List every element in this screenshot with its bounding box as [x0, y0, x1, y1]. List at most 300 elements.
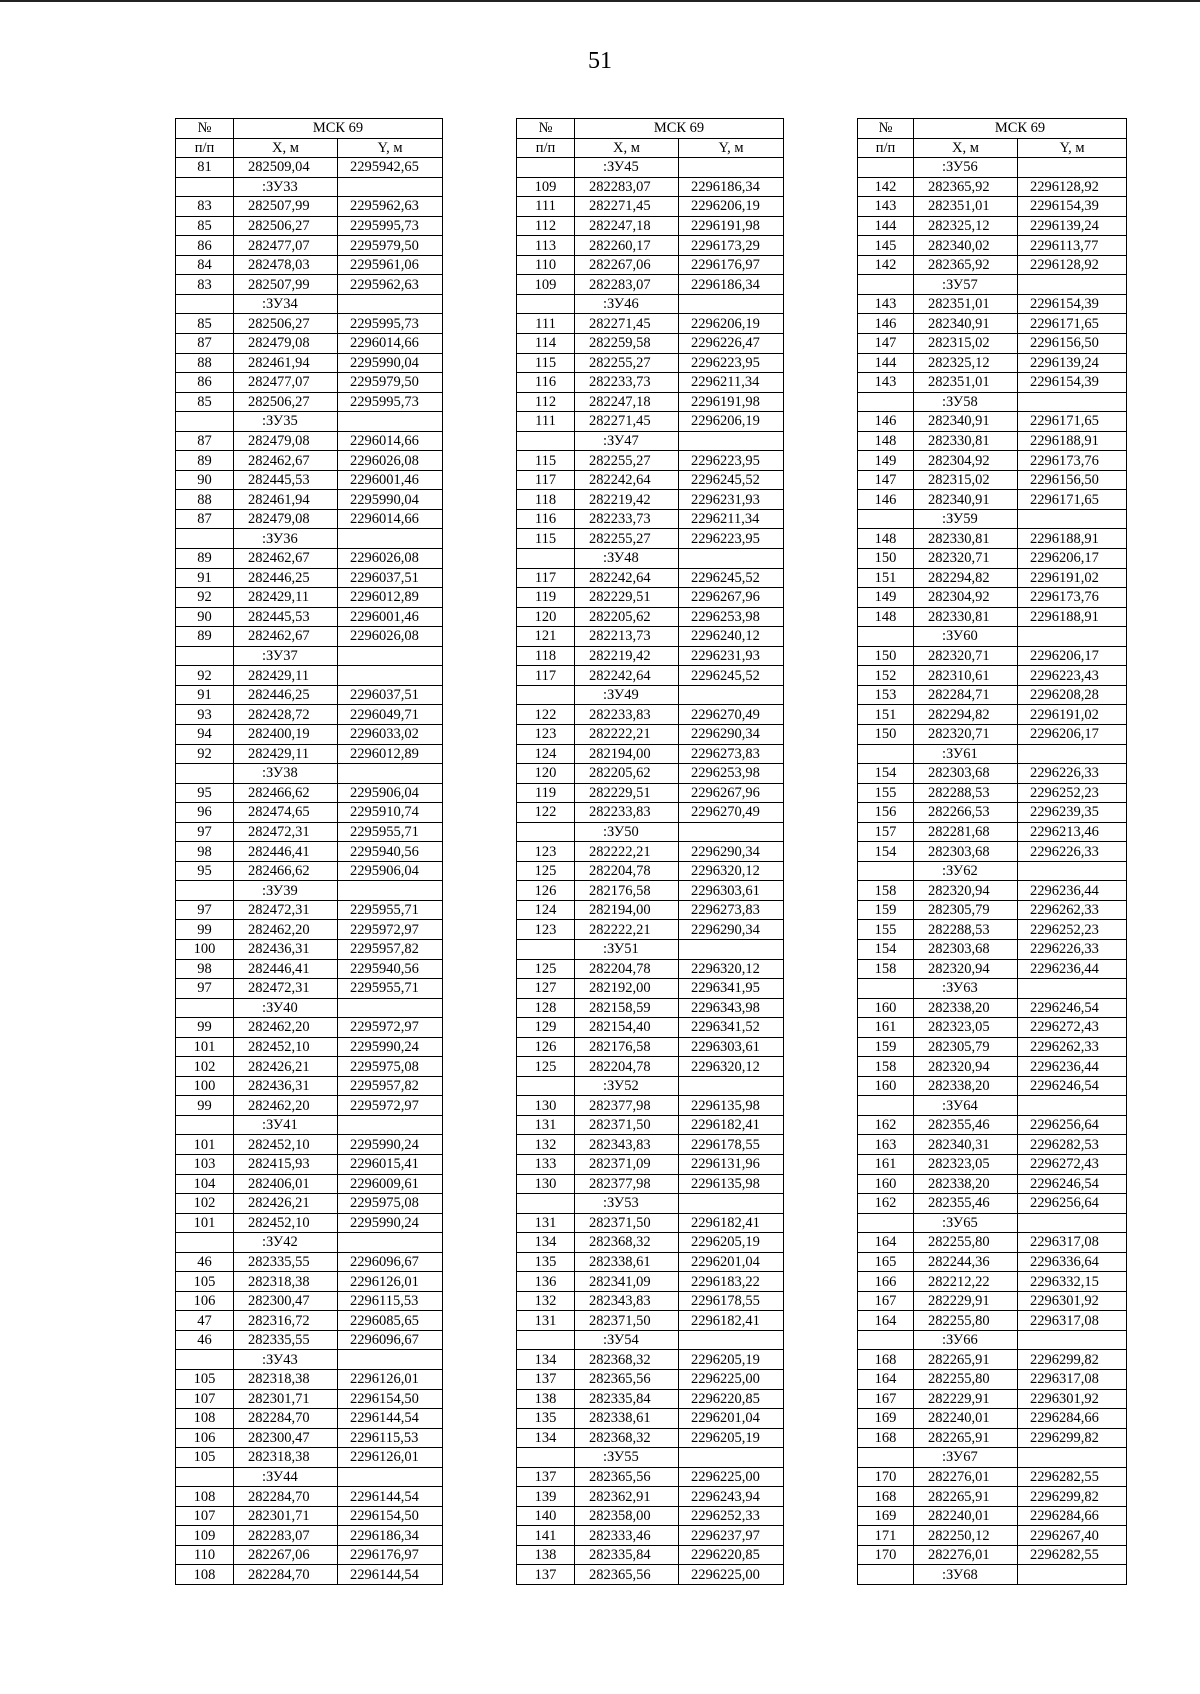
parcel-id-cell: :ЗУ40	[234, 998, 338, 1018]
parcel-group-row	[176, 1350, 443, 1370]
point-number-cell: 116	[517, 373, 575, 393]
table-row	[858, 314, 1127, 334]
point-number-cell: 96	[176, 803, 234, 823]
point-number-cell	[517, 1076, 575, 1096]
y-coord-cell: 2296182,41	[679, 1115, 784, 1135]
table-row	[858, 939, 1127, 959]
point-number-cell	[858, 861, 914, 881]
parcel-group-row	[517, 685, 784, 705]
point-number-cell: 89	[176, 627, 234, 647]
point-number-cell: 109	[517, 177, 575, 197]
header-num: №	[176, 119, 234, 139]
x-coord-cell: 282461,94	[234, 353, 338, 373]
table-row	[517, 412, 784, 432]
parcel-group-row	[517, 1448, 784, 1468]
y-coord-cell: 2296037,51	[338, 685, 443, 705]
parcel-id-cell: :ЗУ38	[234, 764, 338, 784]
table-row	[176, 1135, 443, 1155]
x-coord-cell: 282242,64	[575, 666, 679, 686]
x-coord-cell: 282365,56	[575, 1565, 679, 1585]
point-number-cell: 84	[176, 255, 234, 275]
y-coord-cell: 2296236,44	[1018, 1057, 1127, 1077]
y-coord-cell: 2296033,02	[338, 724, 443, 744]
point-number-cell: 168	[858, 1428, 914, 1448]
point-number-cell	[176, 646, 234, 666]
x-coord-cell: 282219,42	[575, 490, 679, 510]
table-row	[517, 1487, 784, 1507]
point-number-cell	[858, 1330, 914, 1350]
y-coord-cell	[338, 646, 443, 666]
x-coord-cell: 282466,62	[234, 783, 338, 803]
table-row	[858, 1135, 1127, 1155]
y-coord-cell: 2296341,52	[679, 1018, 784, 1038]
x-coord-cell: 282288,53	[914, 783, 1018, 803]
point-number-cell: 143	[858, 373, 914, 393]
header-num-sub: п/п	[858, 138, 914, 158]
y-coord-cell: 2296205,19	[679, 1233, 784, 1253]
table-row	[176, 705, 443, 725]
y-coord-cell: 2296182,41	[679, 1213, 784, 1233]
y-coord-cell: 2296205,19	[679, 1350, 784, 1370]
point-number-cell	[858, 392, 914, 412]
y-coord-cell	[1018, 1565, 1127, 1585]
table-row	[517, 353, 784, 373]
table-row	[176, 1194, 443, 1214]
point-number-cell: 167	[858, 1389, 914, 1409]
y-coord-cell: 2295995,73	[338, 392, 443, 412]
table-row	[517, 216, 784, 236]
x-coord-cell: 282406,01	[234, 1174, 338, 1194]
y-coord-cell: 2296188,91	[1018, 529, 1127, 549]
point-number-cell: 168	[858, 1350, 914, 1370]
table-row	[176, 1506, 443, 1526]
x-coord-cell: 282276,01	[914, 1545, 1018, 1565]
table-row	[176, 627, 443, 647]
x-coord-cell: 282205,62	[575, 607, 679, 627]
table-row	[517, 1428, 784, 1448]
table-row	[176, 842, 443, 862]
x-coord-cell: 282303,68	[914, 764, 1018, 784]
x-coord-cell: 282341,09	[575, 1272, 679, 1292]
point-number-cell: 168	[858, 1487, 914, 1507]
point-number-cell: 142	[858, 177, 914, 197]
x-coord-cell: 282323,05	[914, 1154, 1018, 1174]
table-row	[517, 744, 784, 764]
point-number-cell: 124	[517, 900, 575, 920]
table-row	[517, 314, 784, 334]
point-number-cell: 90	[176, 607, 234, 627]
table-row	[517, 705, 784, 725]
y-coord-cell: 2296252,33	[679, 1506, 784, 1526]
y-coord-cell	[1018, 275, 1127, 295]
table-row	[517, 568, 784, 588]
y-coord-cell	[1018, 1096, 1127, 1116]
x-coord-cell: 282351,01	[914, 294, 1018, 314]
point-number-cell: 101	[176, 1213, 234, 1233]
point-number-cell: 123	[517, 842, 575, 862]
x-coord-cell: 282461,94	[234, 490, 338, 510]
table-row	[176, 1076, 443, 1096]
y-coord-cell: 2295979,50	[338, 373, 443, 393]
point-number-cell: 134	[517, 1428, 575, 1448]
table-row	[176, 236, 443, 256]
point-number-cell	[858, 509, 914, 529]
x-coord-cell: 282192,00	[575, 979, 679, 999]
y-coord-cell: 2296126,01	[338, 1448, 443, 1468]
x-coord-cell: 282288,53	[914, 920, 1018, 940]
table-row	[858, 1409, 1127, 1429]
parcel-group-row	[176, 1467, 443, 1487]
header-num: №	[517, 119, 575, 139]
table-row	[858, 1194, 1127, 1214]
y-coord-cell: 2295990,24	[338, 1213, 443, 1233]
y-coord-cell: 2295990,04	[338, 490, 443, 510]
point-number-cell: 111	[517, 197, 575, 217]
point-number-cell: 127	[517, 979, 575, 999]
table-row	[176, 373, 443, 393]
y-coord-cell: 2296128,92	[1018, 177, 1127, 197]
table-row	[517, 392, 784, 412]
point-number-cell: 115	[517, 529, 575, 549]
parcel-group-row	[858, 509, 1127, 529]
y-coord-cell: 2296246,54	[1018, 998, 1127, 1018]
table-row	[176, 431, 443, 451]
y-coord-cell	[338, 1115, 443, 1135]
x-coord-cell: 282300,47	[234, 1291, 338, 1311]
table-row	[858, 998, 1127, 1018]
table-row	[858, 1526, 1127, 1546]
point-number-cell: 103	[176, 1154, 234, 1174]
table-row	[858, 803, 1127, 823]
x-coord-cell: 282320,71	[914, 724, 1018, 744]
y-coord-cell: 2295955,71	[338, 822, 443, 842]
x-coord-cell: 282507,99	[234, 197, 338, 217]
y-coord-cell: 2296220,85	[679, 1389, 784, 1409]
table-row	[176, 1213, 443, 1233]
point-number-cell: 87	[176, 509, 234, 529]
y-coord-cell: 2296191,98	[679, 216, 784, 236]
x-coord-cell: 282304,92	[914, 588, 1018, 608]
point-number-cell	[176, 1233, 234, 1253]
x-coord-cell: 282368,32	[575, 1233, 679, 1253]
y-coord-cell: 2296012,89	[338, 588, 443, 608]
point-number-cell: 83	[176, 275, 234, 295]
x-coord-cell: 282507,99	[234, 275, 338, 295]
point-number-cell: 169	[858, 1409, 914, 1429]
point-number-cell	[176, 412, 234, 432]
table-row	[858, 900, 1127, 920]
point-number-cell: 137	[517, 1370, 575, 1390]
table-row	[517, 1154, 784, 1174]
parcel-group-row	[176, 177, 443, 197]
table-row	[858, 412, 1127, 432]
x-coord-cell: 282154,40	[575, 1018, 679, 1038]
x-coord-cell: 282462,20	[234, 1096, 338, 1116]
table-row	[176, 197, 443, 217]
x-coord-cell: 282301,71	[234, 1506, 338, 1526]
table-row	[517, 1115, 784, 1135]
table-row	[517, 1311, 784, 1331]
table-row	[176, 158, 443, 178]
y-coord-cell: 2295990,24	[338, 1135, 443, 1155]
point-number-cell: 88	[176, 490, 234, 510]
x-coord-cell: 282271,45	[575, 412, 679, 432]
point-number-cell: 121	[517, 627, 575, 647]
table-row	[176, 1272, 443, 1292]
point-number-cell: 162	[858, 1115, 914, 1135]
y-coord-cell: 2295906,04	[338, 783, 443, 803]
parcel-id-cell: :ЗУ56	[914, 158, 1018, 178]
table-row	[517, 666, 784, 686]
x-coord-cell: 282462,67	[234, 549, 338, 569]
y-coord-cell	[1018, 509, 1127, 529]
parcel-group-row	[858, 1213, 1127, 1233]
table-row	[176, 451, 443, 471]
table-row	[858, 1487, 1127, 1507]
parcel-group-row	[517, 939, 784, 959]
x-coord-cell: 282255,27	[575, 353, 679, 373]
y-coord-cell: 2296299,82	[1018, 1350, 1127, 1370]
table-row	[858, 549, 1127, 569]
x-coord-cell: 282229,51	[575, 588, 679, 608]
y-coord-cell: 2295990,04	[338, 353, 443, 373]
x-coord-cell: 282445,53	[234, 470, 338, 490]
point-number-cell: 161	[858, 1154, 914, 1174]
x-coord-cell: 282255,80	[914, 1233, 1018, 1253]
y-coord-cell: 2296182,41	[679, 1311, 784, 1331]
y-coord-cell: 2296186,34	[679, 177, 784, 197]
y-coord-cell: 2296186,34	[338, 1526, 443, 1546]
point-number-cell: 126	[517, 881, 575, 901]
parcel-group-row	[176, 1233, 443, 1253]
x-coord-cell: 282474,65	[234, 803, 338, 823]
table-row	[858, 1370, 1127, 1390]
y-coord-cell: 2295955,71	[338, 900, 443, 920]
table-row	[176, 920, 443, 940]
y-coord-cell: 2296173,76	[1018, 588, 1127, 608]
point-number-cell: 90	[176, 470, 234, 490]
point-number-cell: 111	[517, 314, 575, 334]
point-number-cell: 155	[858, 783, 914, 803]
y-coord-cell	[679, 1076, 784, 1096]
parcel-group-row	[858, 744, 1127, 764]
point-number-cell: 108	[176, 1565, 234, 1585]
point-number-cell: 47	[176, 1311, 234, 1331]
point-number-cell: 117	[517, 470, 575, 490]
x-coord-cell: 282325,12	[914, 216, 1018, 236]
point-number-cell	[176, 294, 234, 314]
point-number-cell: 87	[176, 431, 234, 451]
x-coord-cell: 282506,27	[234, 392, 338, 412]
y-coord-cell: 2296201,04	[679, 1409, 784, 1429]
parcel-id-cell: :ЗУ44	[234, 1467, 338, 1487]
y-coord-cell: 2295957,82	[338, 939, 443, 959]
point-number-cell: 130	[517, 1096, 575, 1116]
table-row	[176, 1526, 443, 1546]
point-number-cell: 109	[176, 1526, 234, 1546]
table-row	[858, 1076, 1127, 1096]
y-coord-cell: 2296231,93	[679, 490, 784, 510]
table-row	[176, 1409, 443, 1429]
x-coord-cell: 282429,11	[234, 666, 338, 686]
y-coord-cell: 2296188,91	[1018, 431, 1127, 451]
point-number-cell: 88	[176, 353, 234, 373]
parcel-id-cell: :ЗУ53	[575, 1194, 679, 1214]
point-number-cell: 92	[176, 666, 234, 686]
x-coord-cell: 282340,31	[914, 1135, 1018, 1155]
point-number-cell	[517, 158, 575, 178]
y-coord-cell	[679, 685, 784, 705]
point-number-cell	[176, 1115, 234, 1135]
x-coord-cell: 282377,98	[575, 1174, 679, 1194]
table-row	[517, 1037, 784, 1057]
point-number-cell: 126	[517, 1037, 575, 1057]
x-coord-cell: 282310,61	[914, 666, 1018, 686]
table-row	[176, 216, 443, 236]
table-row	[858, 529, 1127, 549]
x-coord-cell: 282452,10	[234, 1135, 338, 1155]
parcel-group-row	[858, 861, 1127, 881]
x-coord-cell: 282255,27	[575, 451, 679, 471]
x-coord-cell: 282479,08	[234, 509, 338, 529]
point-number-cell: 83	[176, 197, 234, 217]
table-row	[517, 1233, 784, 1253]
y-coord-cell: 2296252,23	[1018, 783, 1127, 803]
parcel-group-row	[176, 1115, 443, 1135]
y-coord-cell: 2296213,46	[1018, 822, 1127, 842]
y-coord-cell	[338, 294, 443, 314]
parcel-group-row	[176, 764, 443, 784]
x-coord-cell: 282446,25	[234, 685, 338, 705]
x-coord-cell: 282158,59	[575, 998, 679, 1018]
y-coord-cell: 2296188,91	[1018, 607, 1127, 627]
y-coord-cell	[338, 1233, 443, 1253]
point-number-cell: 125	[517, 861, 575, 881]
point-number-cell: 97	[176, 822, 234, 842]
point-number-cell: 135	[517, 1252, 575, 1272]
y-coord-cell: 2296243,94	[679, 1487, 784, 1507]
y-coord-cell: 2296267,96	[679, 783, 784, 803]
x-coord-cell: 282320,71	[914, 549, 1018, 569]
table-row	[858, 216, 1127, 236]
point-number-cell: 97	[176, 900, 234, 920]
y-coord-cell: 2296178,55	[679, 1291, 784, 1311]
point-number-cell: 158	[858, 959, 914, 979]
x-coord-cell: 282462,67	[234, 627, 338, 647]
table-row	[858, 1291, 1127, 1311]
point-number-cell: 99	[176, 1018, 234, 1038]
point-number-cell: 148	[858, 529, 914, 549]
x-coord-cell: 282304,92	[914, 451, 1018, 471]
point-number-cell	[517, 685, 575, 705]
table-row	[176, 1448, 443, 1468]
x-coord-cell: 282247,18	[575, 216, 679, 236]
parcel-group-row	[858, 158, 1127, 178]
table-row	[858, 1154, 1127, 1174]
parcel-id-cell: :ЗУ43	[234, 1350, 338, 1370]
x-coord-cell: 282428,72	[234, 705, 338, 725]
parcel-id-cell: :ЗУ63	[914, 979, 1018, 999]
x-coord-cell: 282250,12	[914, 1526, 1018, 1546]
x-coord-cell: 282338,61	[575, 1409, 679, 1429]
table-row	[858, 1057, 1127, 1077]
table-row	[517, 1467, 784, 1487]
y-coord-cell: 2296303,61	[679, 881, 784, 901]
y-coord-cell: 2296341,95	[679, 979, 784, 999]
y-coord-cell: 2296226,47	[679, 334, 784, 354]
y-coord-cell	[679, 549, 784, 569]
point-number-cell: 109	[517, 275, 575, 295]
point-number-cell: 98	[176, 842, 234, 862]
table-row	[858, 236, 1127, 256]
table-row	[858, 764, 1127, 784]
parcel-id-cell: :ЗУ66	[914, 1330, 1018, 1350]
table-row	[176, 939, 443, 959]
table-row	[517, 1057, 784, 1077]
x-coord-cell: 282283,07	[575, 177, 679, 197]
table-row	[517, 627, 784, 647]
parcel-id-cell: :ЗУ41	[234, 1115, 338, 1135]
x-coord-cell: 282371,50	[575, 1311, 679, 1331]
header-x: X, м	[234, 138, 338, 158]
x-coord-cell: 282462,67	[234, 451, 338, 471]
y-coord-cell	[338, 177, 443, 197]
table-row	[517, 1350, 784, 1370]
x-coord-cell: 282240,01	[914, 1506, 1018, 1526]
y-coord-cell: 2296135,98	[679, 1096, 784, 1116]
point-number-cell	[858, 1213, 914, 1233]
parcel-id-cell: :ЗУ48	[575, 549, 679, 569]
table-row	[858, 1115, 1127, 1135]
y-coord-cell: 2296225,00	[679, 1565, 784, 1585]
table-row	[176, 334, 443, 354]
point-number-cell: 146	[858, 412, 914, 432]
x-coord-cell: 282315,02	[914, 334, 1018, 354]
x-coord-cell: 282446,25	[234, 568, 338, 588]
y-coord-cell: 2295995,73	[338, 314, 443, 334]
point-number-cell: 102	[176, 1194, 234, 1214]
table-row	[517, 451, 784, 471]
x-coord-cell: 282338,61	[575, 1252, 679, 1272]
parcel-id-cell: :ЗУ59	[914, 509, 1018, 529]
point-number-cell: 46	[176, 1252, 234, 1272]
y-coord-cell: 2296154,50	[338, 1506, 443, 1526]
point-number-cell: 108	[176, 1487, 234, 1507]
y-coord-cell: 2296049,71	[338, 705, 443, 725]
parcel-id-cell: :ЗУ58	[914, 392, 1018, 412]
y-coord-cell: 2296272,43	[1018, 1154, 1127, 1174]
table-row	[858, 490, 1127, 510]
x-coord-cell: 282477,07	[234, 373, 338, 393]
parcel-group-row	[176, 998, 443, 1018]
point-number-cell	[858, 979, 914, 999]
table-body	[858, 158, 1127, 1585]
table-row	[176, 1428, 443, 1448]
y-coord-cell: 2296128,92	[1018, 255, 1127, 275]
x-coord-cell: 282446,41	[234, 959, 338, 979]
table-row	[517, 490, 784, 510]
point-number-cell: 131	[517, 1115, 575, 1135]
y-coord-cell	[679, 294, 784, 314]
y-coord-cell: 2295972,97	[338, 1096, 443, 1116]
y-coord-cell: 2296096,67	[338, 1252, 443, 1272]
x-coord-cell: 282267,06	[234, 1545, 338, 1565]
parcel-id-cell: :ЗУ42	[234, 1233, 338, 1253]
table-row	[858, 373, 1127, 393]
header-num-sub: п/п	[517, 138, 575, 158]
table-row	[176, 724, 443, 744]
y-coord-cell: 2296290,34	[679, 920, 784, 940]
